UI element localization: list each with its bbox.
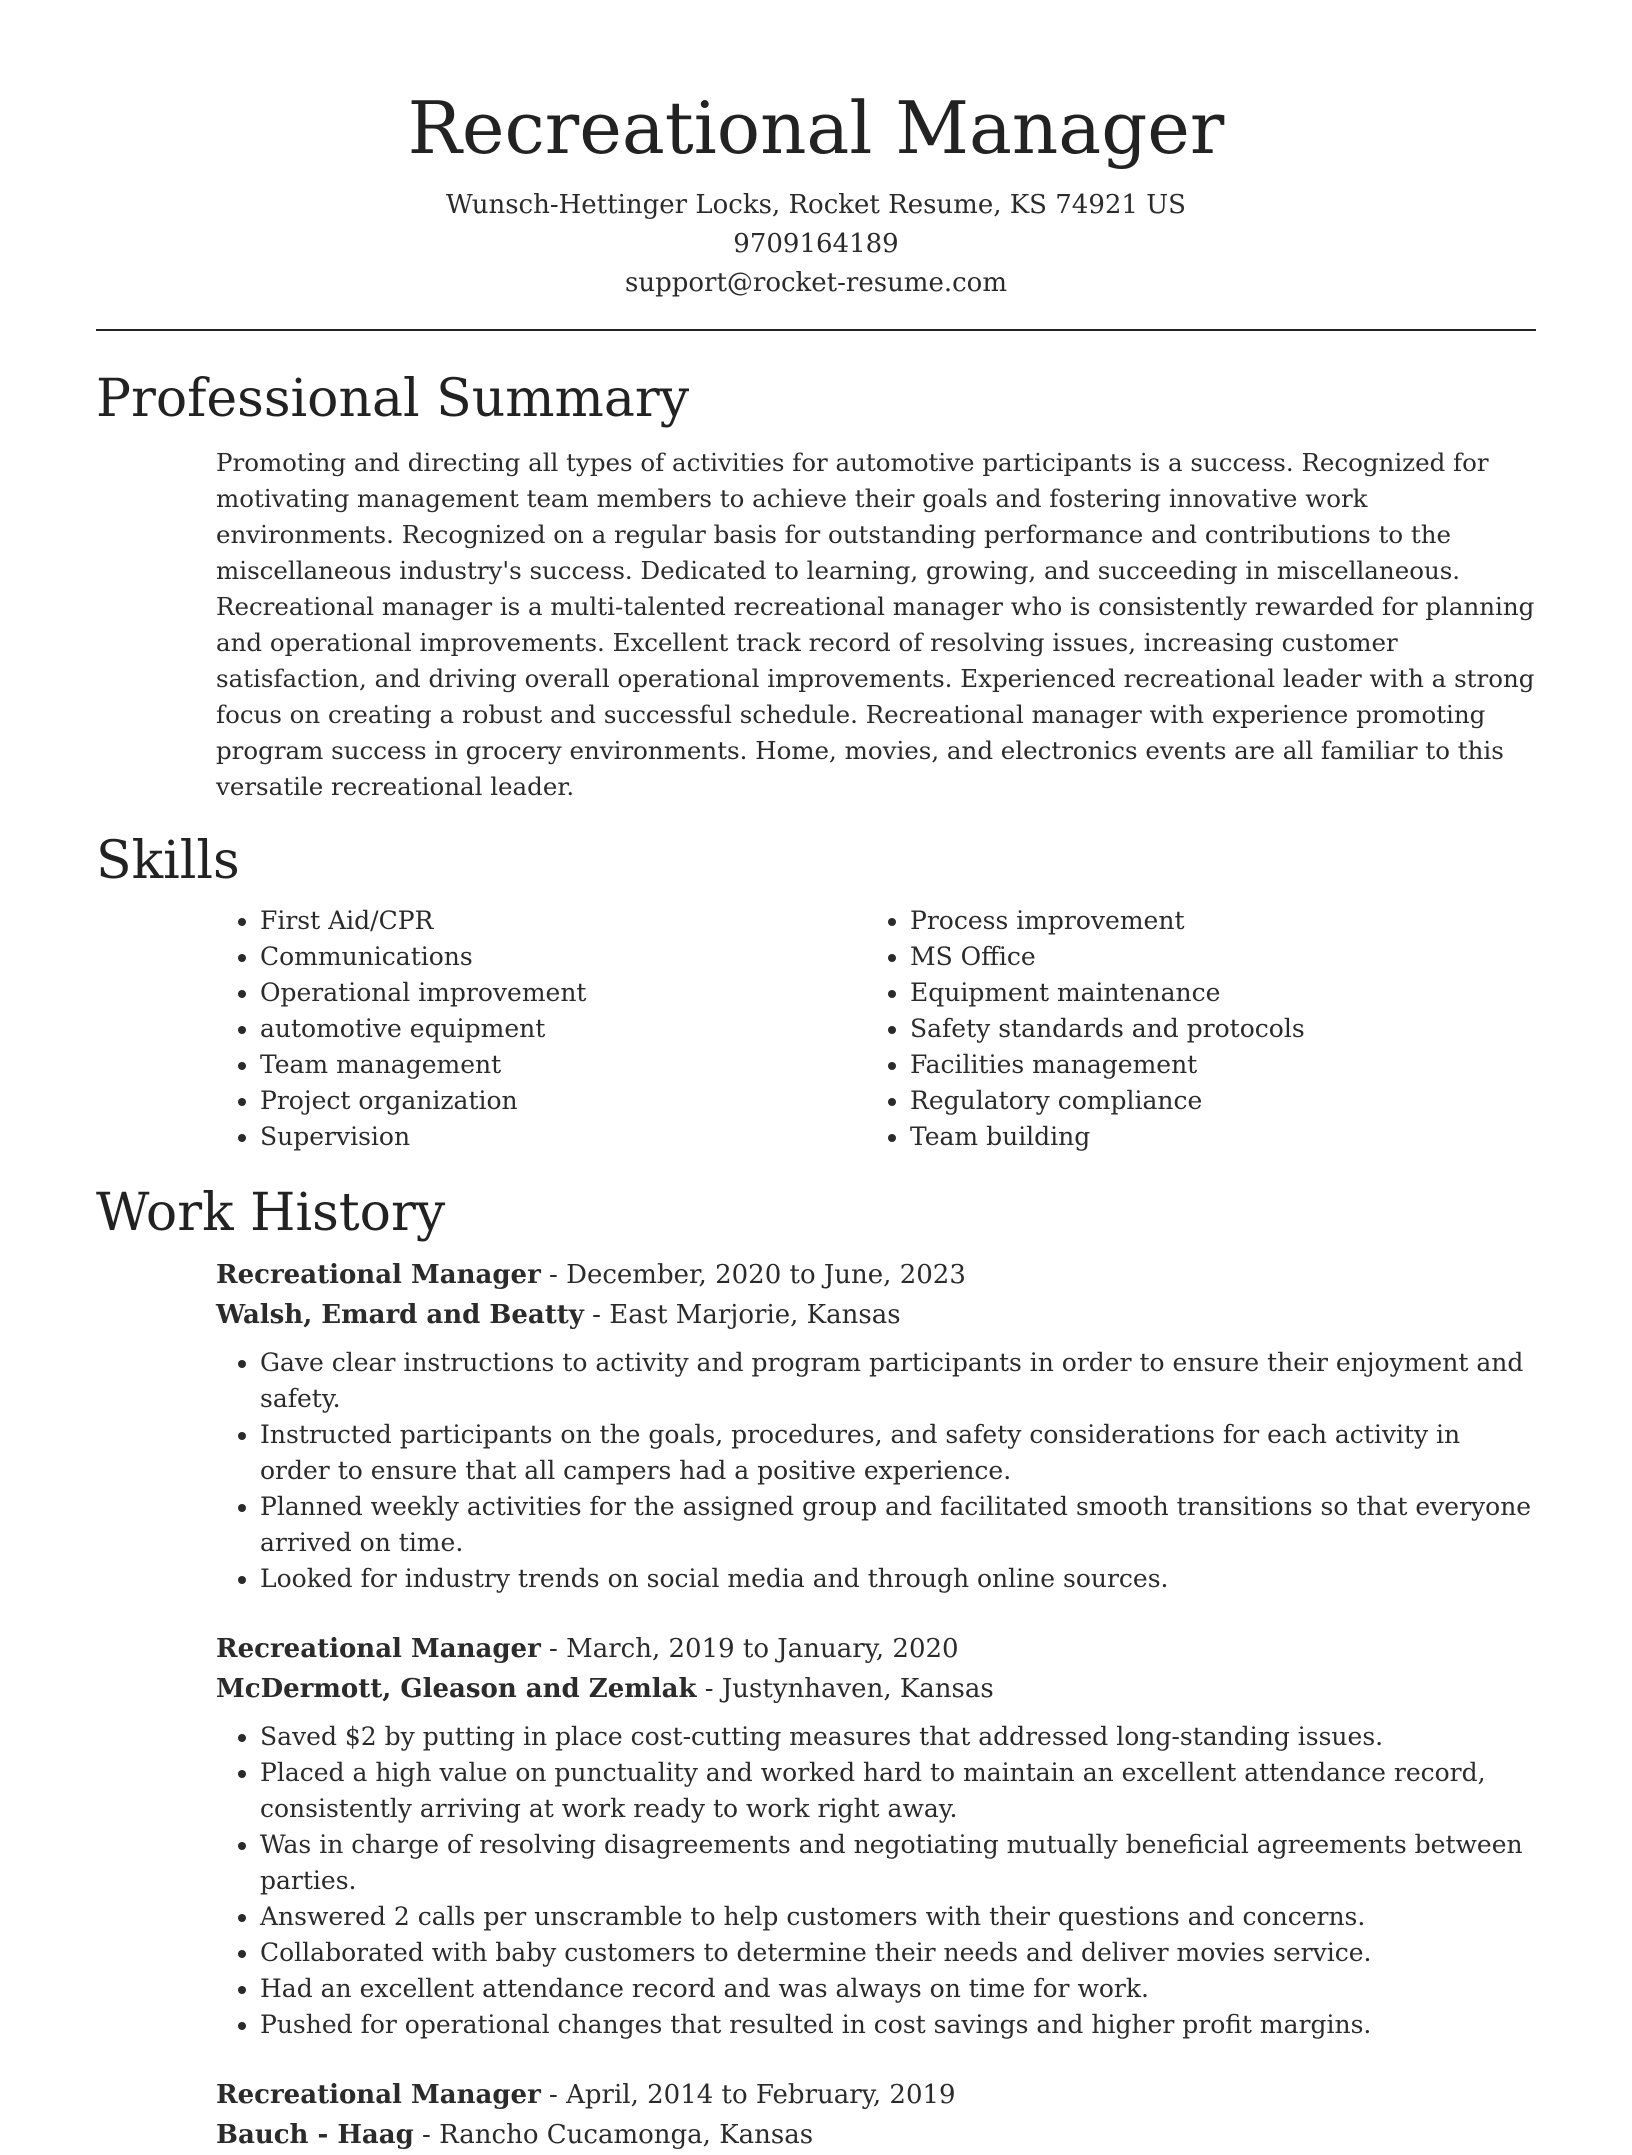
job-dates: March, 2019 to January, 2020: [566, 1634, 959, 1664]
summary-text: Promoting and directing all types of activities for automotive participants is a success. Recognized for motivating management team members to achieve their goals and fostering innovative work environments. Recognized on a regular basis for outstanding performance and contributions to the miscellaneous industry's success. Dedicated to learning, growing, and succeeding in miscellaneous. Recreational manager is a multi-talented recreational manager who is consistently rewarded for planning and operational improvements. Excellent track record of resolving issues, increasing customer satisfaction, and driving overall operational improvements. Experienced recreational leader with a strong focus on creating a robust and successful schedule. Recreational manager with experience promoting program success in grocery environments. Home, movies, and electronics events are all familiar to this versatile recreational leader.: [216, 448, 1535, 801]
job-bullet: • Answered 2 calls per unscramble to help customers with their questions and concerns.: [260, 1899, 1536, 1935]
resume-header: [96, 0, 1536, 303]
header-divider: [96, 329, 1536, 331]
job-company: Walsh, Emard and Beatty: [216, 1300, 584, 1330]
job-bullet: • Placed a high value on punctuality and worked hard to maintain an excellent attendance record, consistently arriving at work ready to work right away.: [260, 1755, 1536, 1827]
skill-item: • automotive equipment: [260, 1011, 746, 1047]
job-bullet: • Pushed for operational changes that resulted in cost savings and higher profit margins.: [260, 2007, 1536, 2043]
phone-line: 9709164189: [733, 229, 899, 259]
job-role: Recreational Manager: [216, 1634, 541, 1664]
resume-page: [96, 0, 1536, 2155]
job-company-line: Walsh, Emard and Beatty - East Marjorie, Kansas: [216, 1300, 901, 1330]
job-bullet: • Collaborated with baby customers to determine their needs and deliver movies service.: [260, 1935, 1536, 1971]
job-role: Recreational Manager: [216, 2080, 541, 2110]
candidate-name: Recreational Manager: [407, 86, 1225, 170]
job-location: Justynhaven, Kansas: [721, 1674, 994, 1704]
job-company-line: McDermott, Gleason and Zemlak - Justynhaven, Kansas: [216, 1674, 994, 1704]
skills-column-right: [746, 903, 1410, 1155]
job-bullet: • Was in charge of resolving disagreements and negotiating mutually beneficial agreements between parties.: [260, 1827, 1536, 1899]
job-bullet: • Planned weekly activities for the assigned group and facilitated smooth transitions so that everyone arrived on time.: [260, 1489, 1536, 1561]
skills-column-left: [96, 903, 746, 1155]
job-bullets: [216, 1719, 1536, 2043]
skill-item: • Operational improvement: [260, 975, 746, 1011]
summary-heading: Professional Summary: [96, 369, 690, 429]
job-company-line: Bauch - Haag - Rancho Cucamonga, Kansas: [216, 2120, 814, 2150]
job-entry: [216, 2075, 1536, 2155]
job-company: McDermott, Gleason and Zemlak: [216, 1674, 697, 1704]
skill-item: • Safety standards and protocols: [910, 1011, 1410, 1047]
email-line: support@rocket-resume.com: [624, 268, 1007, 298]
skills-heading: Skills: [96, 831, 240, 891]
skill-item: • Team management: [260, 1047, 746, 1083]
skill-item: • Regulatory compliance: [910, 1083, 1410, 1119]
job-bullet: • Instructed participants on the goals, procedures, and safety considerations for each activity in order to ensure that all campers had a positive experience.: [260, 1417, 1536, 1489]
job-bullets: [216, 1345, 1536, 1597]
skill-item: • Team building: [910, 1119, 1410, 1155]
job-company: Bauch - Haag: [216, 2120, 414, 2150]
job-bullet: • Had an excellent attendance record and was always on time for work.: [260, 1971, 1536, 2007]
skill-item: • First Aid/CPR: [260, 903, 746, 939]
job-bullet: • Saved $2 by putting in place cost-cutting measures that addressed long-standing issues.: [260, 1719, 1536, 1755]
job-dates: December, 2020 to June, 2023: [566, 1260, 966, 1290]
skill-item: • Project organization: [260, 1083, 746, 1119]
work-history-heading: Work History: [96, 1183, 446, 1243]
skill-item: • Process improvement: [910, 903, 1410, 939]
job-entry: [216, 1629, 1536, 2043]
job-bullet: • Gave clear instructions to activity and program participants in order to ensure their enjoyment and safety.: [260, 1345, 1536, 1417]
skill-item: • Equipment maintenance: [910, 975, 1410, 1011]
skill-item: • Facilities management: [910, 1047, 1410, 1083]
job-role: Recreational Manager: [216, 1260, 541, 1290]
address-line: Wunsch-Hettinger Locks, Rocket Resume, KS 74921 US: [446, 190, 1186, 220]
job-location: Rancho Cucamonga, Kansas: [439, 2120, 814, 2150]
skills-list: [96, 903, 1536, 1155]
skill-item: • MS Office: [910, 939, 1410, 975]
job-location: East Marjorie, Kansas: [609, 1300, 901, 1330]
skill-item: • Communications: [260, 939, 746, 975]
job-title-line: Recreational Manager - March, 2019 to January, 2020: [216, 1634, 959, 1664]
job-title-line: Recreational Manager - December, 2020 to June, 2023: [216, 1260, 966, 1290]
job-dates: April, 2014 to February, 2019: [566, 2080, 956, 2110]
job-entry: [216, 1255, 1536, 1597]
skill-item: • Supervision: [260, 1119, 746, 1155]
job-title-line: Recreational Manager - April, 2014 to February, 2019: [216, 2080, 956, 2110]
job-bullet: • Looked for industry trends on social media and through online sources.: [260, 1561, 1536, 1597]
